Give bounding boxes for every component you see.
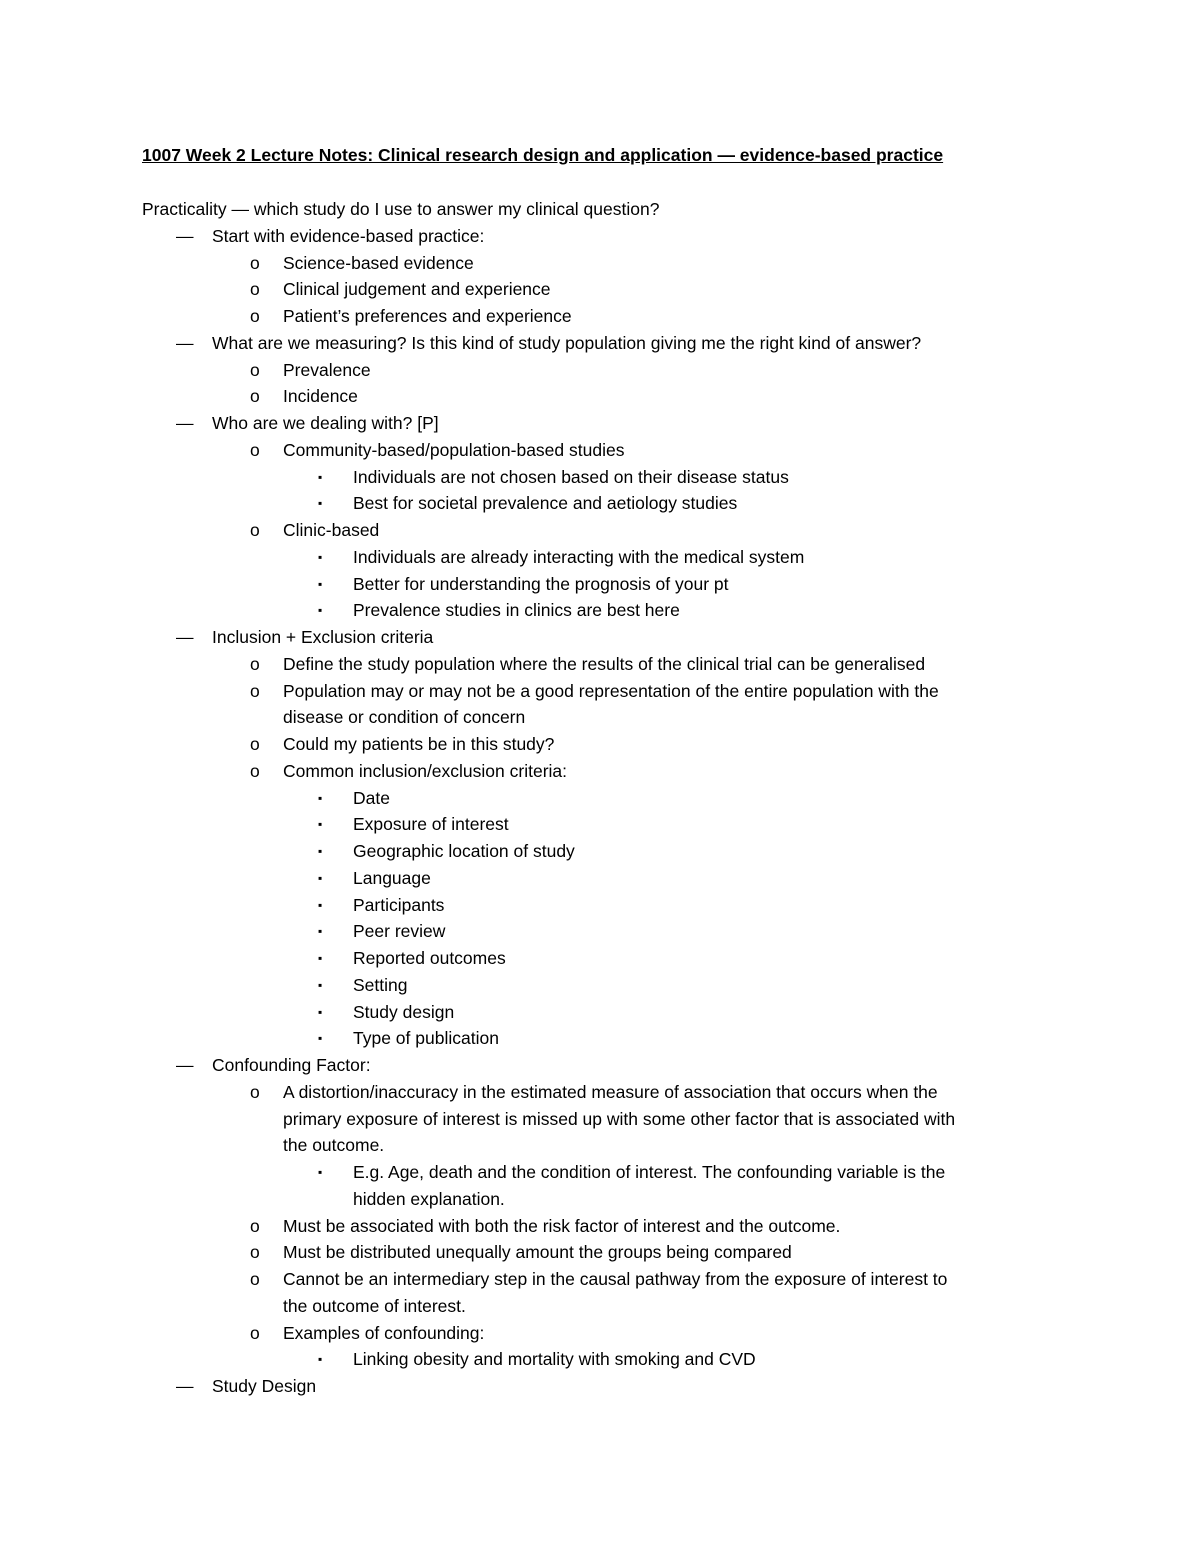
note-line: Setting [353, 975, 408, 995]
square-bullet-icon: ▪ [318, 1031, 323, 1045]
circle-bullet-icon: o [250, 1082, 260, 1102]
note-line: Inclusion + Exclusion criteria [212, 627, 434, 647]
square-bullet-icon: ▪ [318, 1005, 323, 1019]
circle-bullet-icon: o [250, 360, 260, 380]
square-bullet-icon: ▪ [318, 1352, 323, 1366]
note-line: Practicality — which study do I use to answer my clinical question? [142, 199, 660, 219]
note-line: Confounding Factor: [212, 1055, 371, 1075]
note-line: Exposure of interest [353, 814, 509, 834]
note-line: Participants [353, 895, 445, 915]
note-line: Population may or may not be a good representation of the entire population with the [283, 681, 939, 701]
circle-bullet-icon: o [250, 386, 260, 406]
note-line: Peer review [353, 921, 446, 941]
note-line: Must be associated with both the risk factor of interest and the outcome. [283, 1216, 841, 1236]
square-bullet-icon: ▪ [318, 550, 323, 564]
circle-bullet-icon: o [250, 279, 260, 299]
circle-bullet-icon: o [250, 1216, 260, 1236]
page-title: 1007 Week 2 Lecture Notes: Clinical research design and application — evidence-based practice [142, 145, 944, 165]
dash-bullet-icon: — [176, 226, 194, 246]
circle-bullet-icon: o [250, 440, 260, 460]
note-line: Start with evidence-based practice: [212, 226, 485, 246]
circle-bullet-icon: o [250, 253, 260, 273]
square-bullet-icon: ▪ [318, 844, 323, 858]
note-line: the outcome of interest. [283, 1296, 466, 1316]
note-line: Prevalence studies in clinics are best here [353, 600, 680, 620]
note-line: the outcome. [283, 1135, 385, 1155]
square-bullet-icon: ▪ [318, 817, 323, 831]
square-bullet-icon: ▪ [318, 871, 323, 885]
circle-bullet-icon: o [250, 1323, 260, 1343]
note-line: A distortion/inaccuracy in the estimated measure of association that occurs when the [283, 1082, 938, 1102]
dash-bullet-icon: — [176, 1055, 194, 1075]
note-line: Cannot be an intermediary step in the causal pathway from the exposure of interest to [283, 1269, 948, 1289]
note-line: Could my patients be in this study? [283, 734, 555, 754]
dash-bullet-icon: — [176, 1376, 194, 1396]
note-line: Who are we dealing with? [P] [212, 413, 439, 433]
note-line: hidden explanation. [353, 1189, 505, 1209]
circle-bullet-icon: o [250, 520, 260, 540]
note-line: disease or condition of concern [283, 707, 526, 727]
square-bullet-icon: ▪ [318, 898, 323, 912]
dash-bullet-icon: — [176, 413, 194, 433]
note-line: Individuals are not chosen based on their disease status [353, 467, 789, 487]
note-line: Study design [353, 1002, 455, 1022]
note-line: Common inclusion/exclusion criteria: [283, 761, 567, 781]
note-line: Clinic-based [283, 520, 380, 540]
dash-bullet-icon: — [176, 333, 194, 353]
note-line: Must be distributed unequally amount the groups being compared [283, 1242, 792, 1262]
note-line: Community-based/population-based studies [283, 440, 625, 460]
square-bullet-icon: ▪ [318, 978, 323, 992]
note-line: Geographic location of study [353, 841, 575, 861]
circle-bullet-icon: o [250, 681, 260, 701]
note-line: Study Design [212, 1376, 317, 1396]
note-line: Science-based evidence [283, 253, 474, 273]
note-line: Language [353, 868, 431, 888]
note-line: Better for understanding the prognosis of your pt [353, 574, 729, 594]
note-line: What are we measuring? Is this kind of study population giving me the right kind of answer? [212, 333, 922, 353]
square-bullet-icon: ▪ [318, 791, 323, 805]
note-line: Individuals are already interacting with the medical system [353, 547, 805, 567]
note-line: Type of publication [353, 1028, 499, 1048]
circle-bullet-icon: o [250, 734, 260, 754]
note-line: Prevalence [283, 360, 371, 380]
square-bullet-icon: ▪ [318, 577, 323, 591]
note-line: Incidence [283, 386, 358, 406]
circle-bullet-icon: o [250, 761, 260, 781]
circle-bullet-icon: o [250, 1269, 260, 1289]
square-bullet-icon: ▪ [318, 496, 323, 510]
note-line: E.g. Age, death and the condition of interest. The confounding variable is the [353, 1162, 946, 1182]
note-line: Clinical judgement and experience [283, 279, 551, 299]
note-line: Examples of confounding: [283, 1323, 485, 1343]
square-bullet-icon: ▪ [318, 1165, 323, 1179]
circle-bullet-icon: o [250, 1242, 260, 1262]
note-line: primary exposure of interest is missed up with some other factor that is associated with [283, 1109, 956, 1129]
square-bullet-icon: ▪ [318, 470, 323, 484]
square-bullet-icon: ▪ [318, 603, 323, 617]
square-bullet-icon: ▪ [318, 951, 323, 965]
square-bullet-icon: ▪ [318, 924, 323, 938]
circle-bullet-icon: o [250, 306, 260, 326]
note-line: Best for societal prevalence and aetiology studies [353, 493, 738, 513]
note-line: Linking obesity and mortality with smoking and CVD [353, 1349, 756, 1369]
note-line: Define the study population where the results of the clinical trial can be generalised [283, 654, 926, 674]
note-line: Date [353, 788, 390, 808]
note-line: Patient’s preferences and experience [283, 306, 572, 326]
circle-bullet-icon: o [250, 654, 260, 674]
note-line: Reported outcomes [353, 948, 506, 968]
dash-bullet-icon: — [176, 627, 194, 647]
